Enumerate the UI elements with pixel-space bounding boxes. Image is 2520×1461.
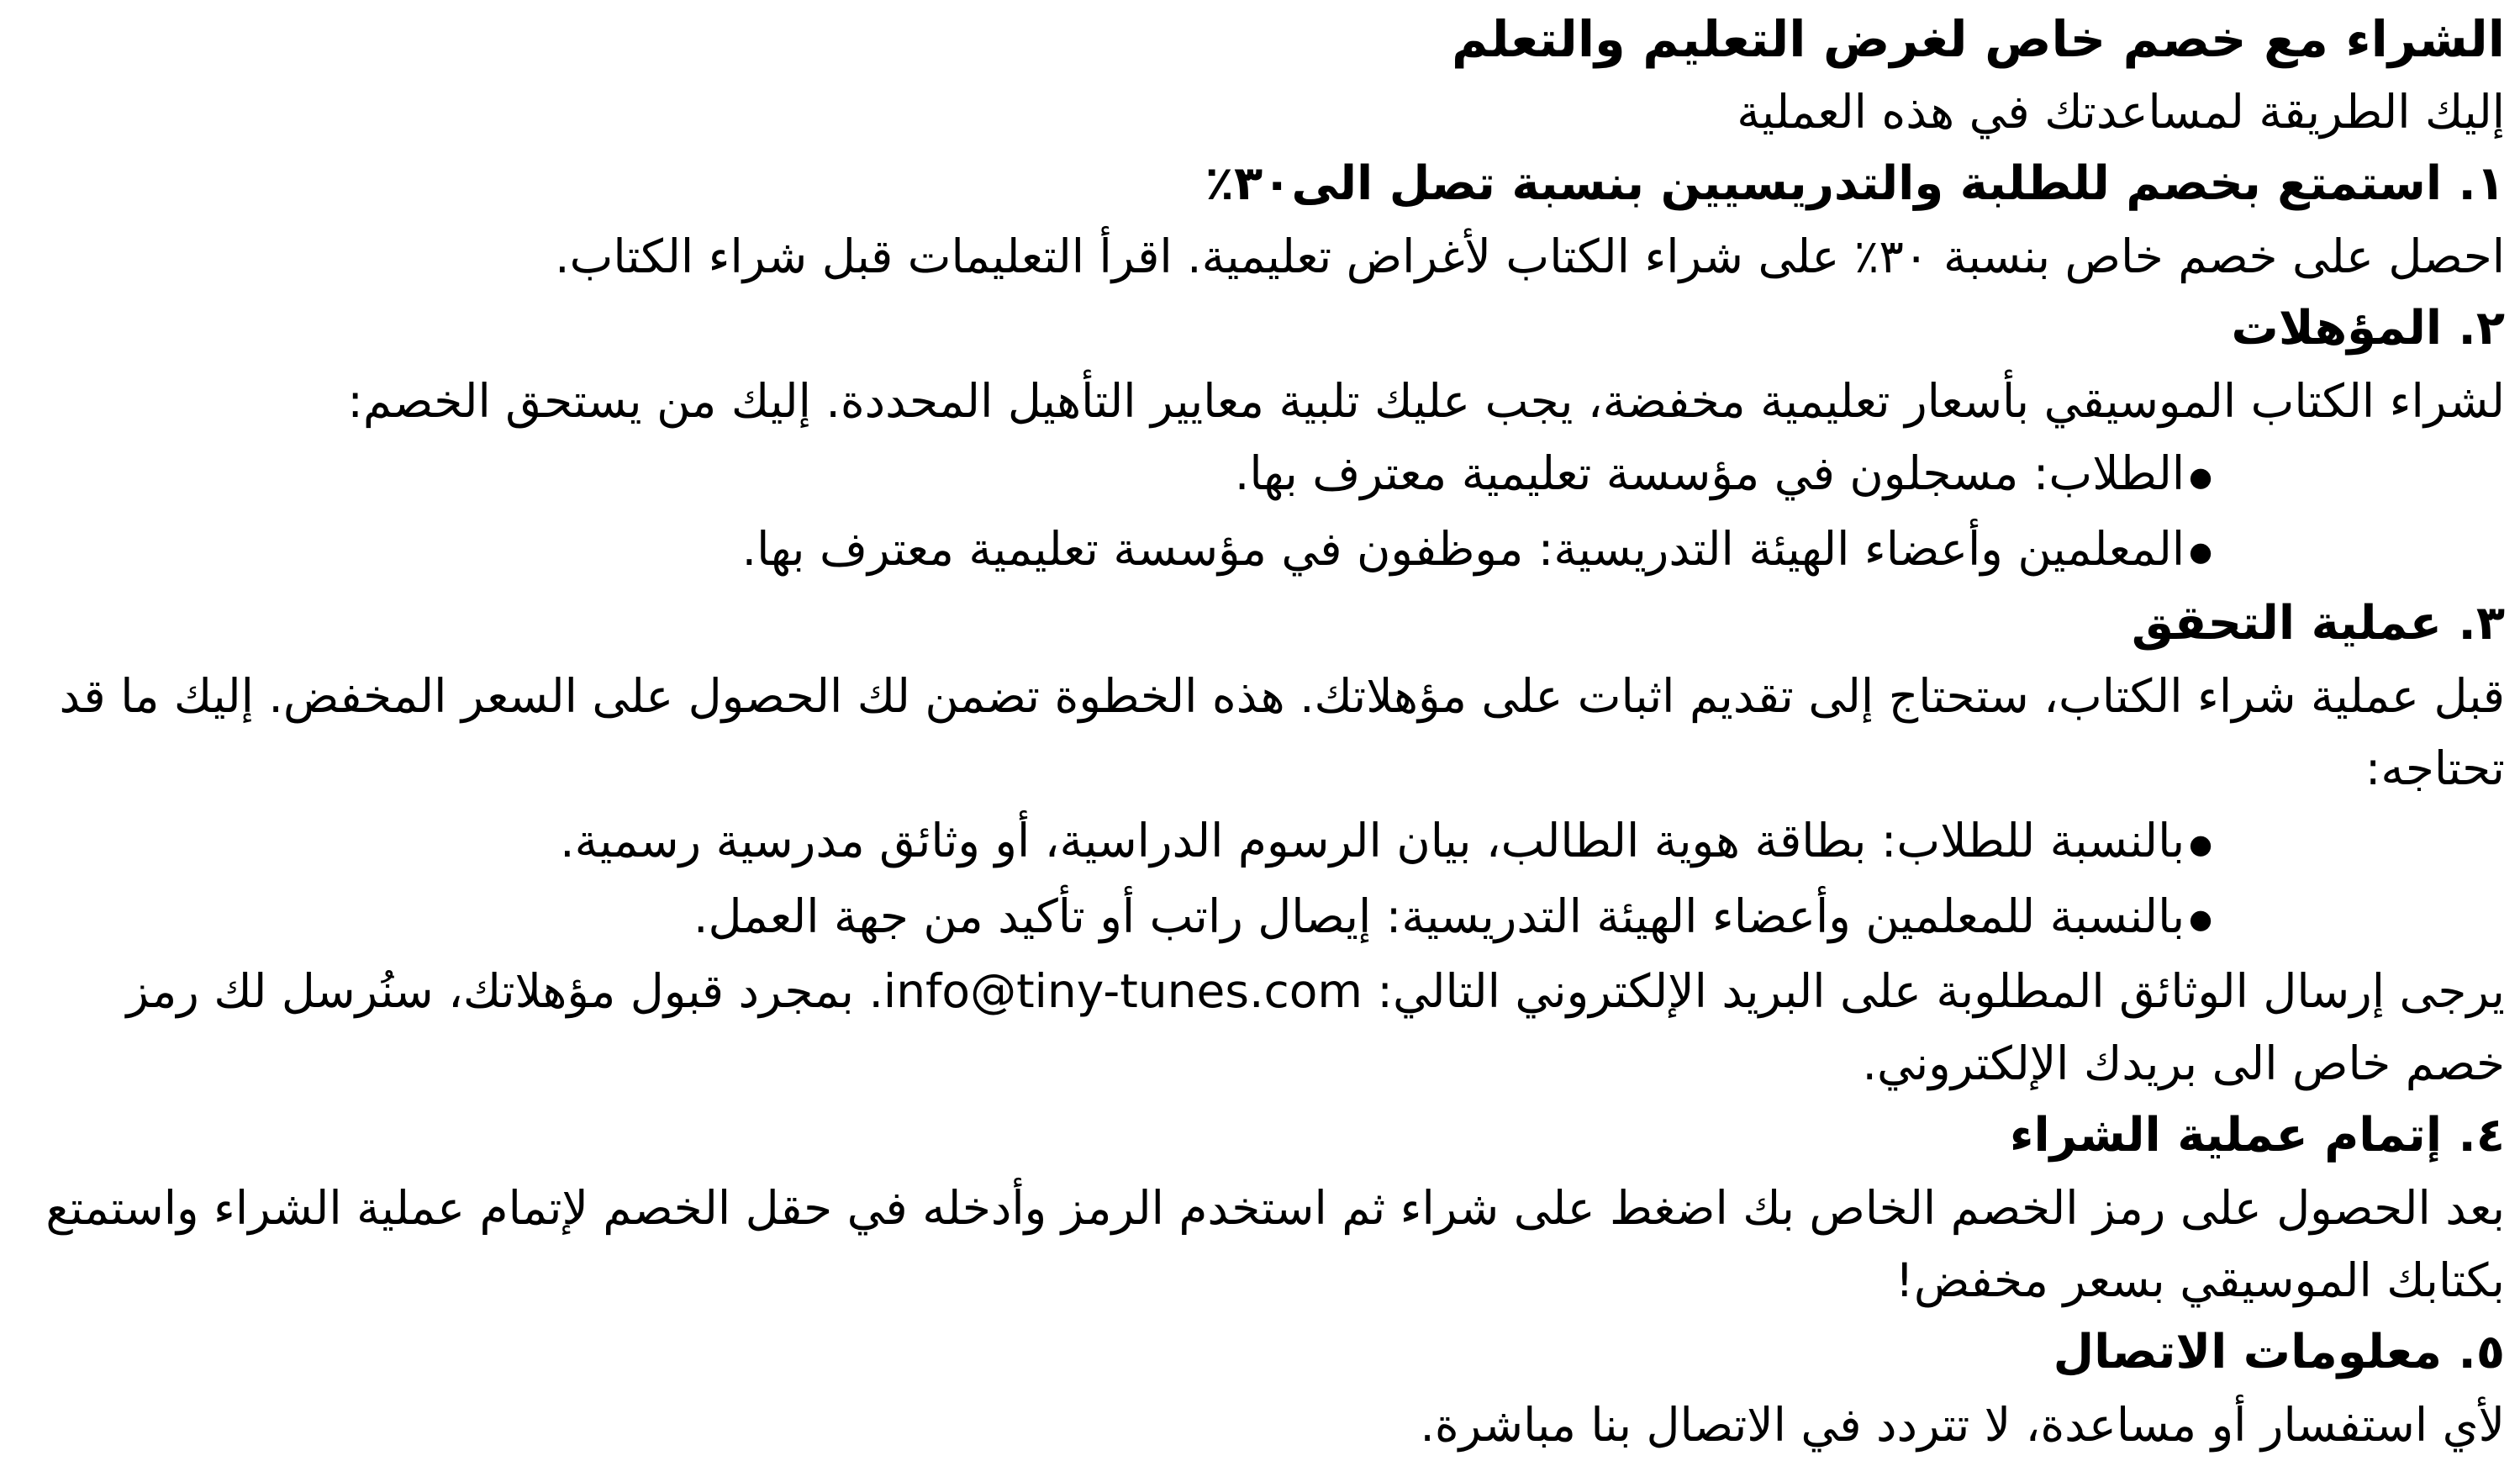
section-heading-qualifications: ٢. المؤهلات [2231, 301, 2505, 356]
paragraph: احصل على خصم خاص بنسبة ٣٠٪ على شراء الكتاب لأغراض تعليمية. اقرأ التعليمات قبل شراء الكتاب. [555, 229, 2505, 283]
intro-text: إليك الطريقة لمساعدتك في هذه العملية [1737, 85, 2505, 139]
paragraph: لشراء الكتاب الموسيقي بأسعار تعليمية مخفضة، يجب عليك تلبية معايير التأهيل المحددة. إليك من يستحق الخصم: [347, 374, 2505, 428]
section-heading-discount: ١. استمتع بخصم للطلبة والتدريسيين بنسبة تصل الى٣٠٪ [1205, 156, 2505, 211]
list-item [17, 513, 2505, 588]
section-heading-contact: ٥. معلومات الاتصال [2053, 1325, 2505, 1380]
list-item-text: المعلمين وأعضاء الهيئة التدريسية: موظفون في مؤسسة تعليمية معترف بها. [741, 521, 2185, 576]
email-address: info@tiny-tunes.com [883, 964, 1363, 1019]
paragraph: قبل عملية شراء الكتاب، ستحتاج إلى تقديم اثبات على مؤهلاتك. هذه الخطوة تضمن لك الحصول على السعر المخفض. إليك ما قد تحتاجه: [59, 669, 2505, 796]
paragraph: لأي استفسار أو مساعدة، لا تتردد في الاتصال بنا مباشرة. [1420, 1398, 2505, 1453]
paragraph [17, 955, 2505, 1100]
page-title: الشراء مع خصم خاص لغرض التعليم والتعلم [1451, 10, 2505, 68]
section-heading-purchase: ٤. إتمام عملية الشراء [2009, 1108, 2505, 1163]
list-item-text: بالنسبة للطلاب: بطاقة هوية الطالب، بيان الرسوم الدراسية، أو وثائق مدرسية رسمية. [560, 814, 2185, 868]
list-item-text: بالنسبة للمعلمين وأعضاء الهيئة التدريسية: إيصال راتب أو تأكيد من جهة العمل. [693, 889, 2185, 943]
paragraph: بعد الحصول على رمز الخصم الخاص بك اضغط على شراء ثم استخدم الرمز وأدخله في حقل الخصم لإتمام عملية الشراء واستمتع بكتابك الموسيقي بسعر مخفض! [45, 1181, 2505, 1308]
bullet-icon: ● [2189, 460, 2212, 493]
section-heading-verification: ٣. عملية التحقق [2131, 596, 2505, 651]
bullet-icon: ● [2189, 903, 2212, 936]
bullet-icon: ● [2189, 535, 2212, 568]
list-item [17, 804, 2505, 880]
email-paragraph-after: . بمجرد قبول مؤهلاتك، سنُرسل لك رمز خصم خاص الى بريدك الإلكتروني. [126, 964, 2505, 1091]
list-item [17, 880, 2505, 956]
email-paragraph-before: يرجى إرسال الوثائق المطلوبة على البريد الإلكتروني التالي: [1362, 964, 2505, 1019]
list-item [17, 437, 2505, 513]
bullet-icon: ● [2189, 827, 2212, 860]
list-item-text: الطلاب: مسجلون في مؤسسة تعليمية معترف بها. [1234, 446, 2185, 500]
